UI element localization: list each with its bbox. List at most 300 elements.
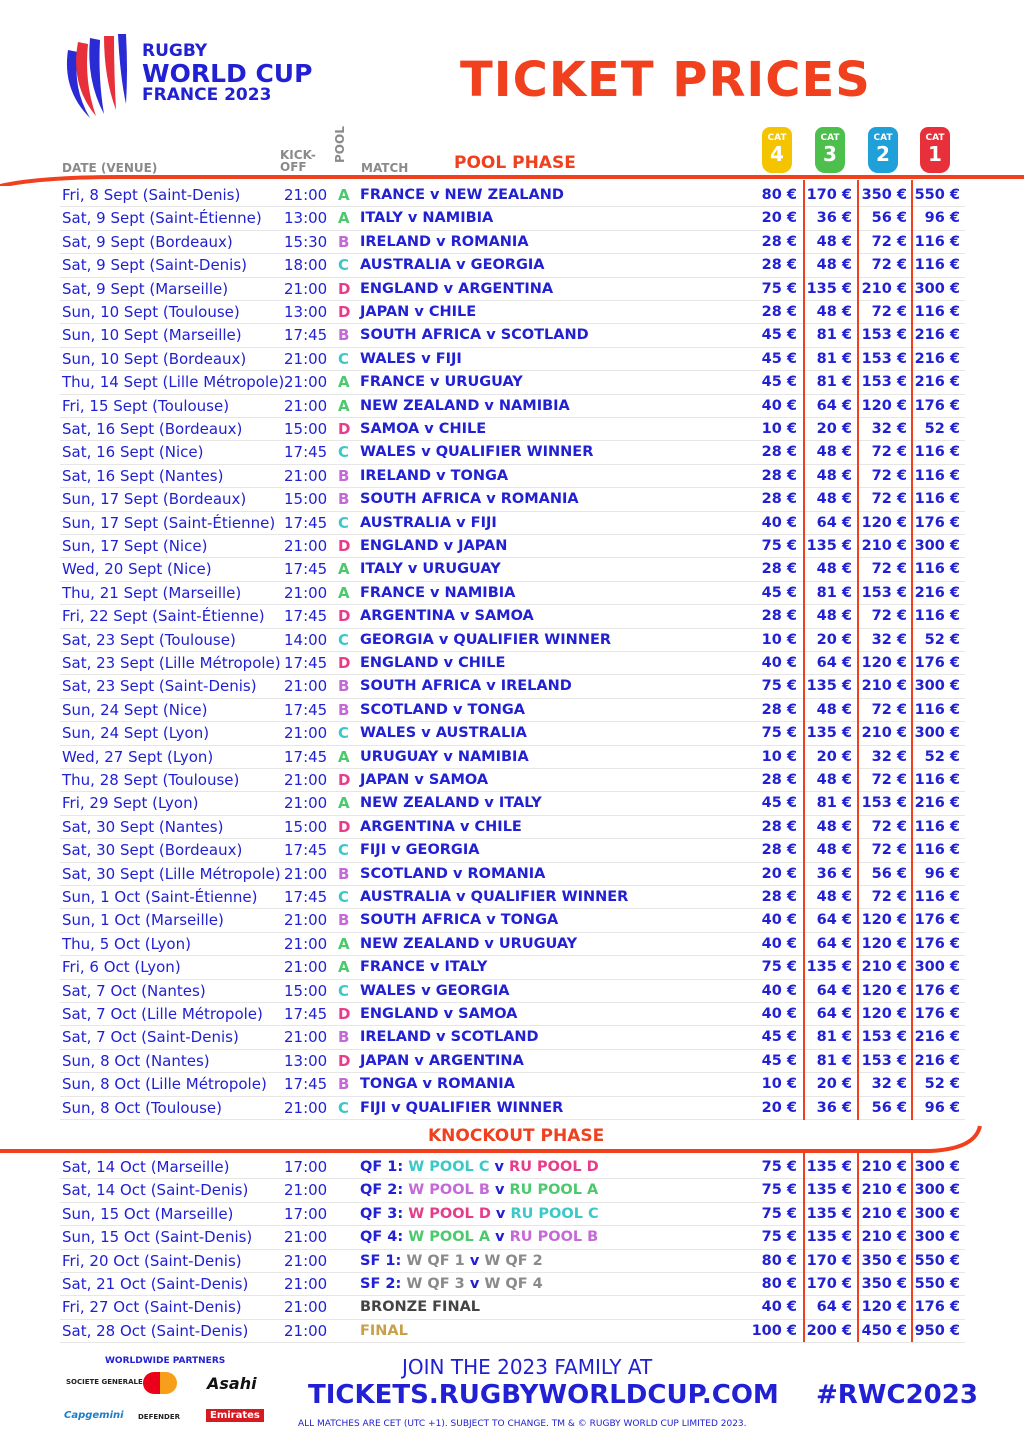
price-cat-2: 210 € (861, 1229, 907, 1246)
price-cat-3: 48 € (816, 444, 852, 461)
price-cat-2: 153 € (861, 327, 907, 344)
table-row (60, 558, 965, 581)
price-cat-2: 120 € (861, 514, 907, 531)
price-cat-1: 116 € (914, 233, 960, 250)
price-cat-1: 52 € (924, 421, 960, 437)
kickoff-time: 21:00 (284, 1098, 328, 1117)
price-cat-3: 20 € (816, 631, 852, 648)
match-date-venue: Fri, 22 Sept (Saint-Étienne) (62, 607, 265, 626)
table-row (60, 1050, 965, 1073)
match-date-venue: Fri, 8 Sept (Saint-Denis) (62, 186, 241, 204)
price-cat-4: 28 € (761, 772, 797, 788)
price-divider (857, 180, 859, 1120)
price-cat-4: 75 € (761, 538, 797, 554)
table-row (60, 535, 965, 558)
match-name: AUSTRALIA v FIJI (360, 514, 497, 531)
pool-letter: B (338, 232, 350, 251)
logo-line-2: WORLD CUP (142, 59, 313, 88)
price-cat-4: 28 € (761, 842, 797, 859)
price-cat-1: 216 € (914, 795, 960, 812)
price-cat-3: 135 € (806, 1159, 852, 1175)
price-cat-1: 216 € (914, 584, 960, 601)
price-cat-1: 550 € (914, 1276, 960, 1292)
pool-letter: C (338, 981, 350, 1000)
price-cat-1: 116 € (914, 608, 960, 625)
match-name: IRELAND v ROMANIA (360, 233, 529, 250)
pool-letter: C (338, 724, 350, 743)
price-cat-2: 153 € (861, 374, 907, 391)
table-row (60, 699, 965, 722)
price-cat-4: 28 € (761, 233, 797, 250)
price-cat-1: 52 € (924, 748, 960, 765)
price-cat-1: 176 € (914, 397, 960, 414)
match-name-part: W POOL D (408, 1205, 491, 1222)
price-cat-2: 72 € (871, 304, 907, 320)
price-cat-1: 176 € (914, 935, 960, 952)
match-name (360, 1179, 598, 1201)
kickoff-time: 13:00 (284, 209, 328, 228)
kickoff-time: 21:00 (284, 466, 328, 485)
price-cat-1: 300 € (914, 1182, 960, 1199)
price-cat-4: 10 € (761, 631, 797, 648)
table-row (60, 722, 965, 745)
price-cat-2: 350 € (861, 1276, 907, 1292)
pool-letter: D (338, 607, 351, 626)
match-date-venue: Thu, 5 Oct (Lyon) (62, 934, 191, 953)
price-divider (857, 1150, 859, 1342)
price-cat-1: 96 € (924, 1099, 960, 1116)
match-date-venue: Sun, 17 Sept (Bordeaux) (62, 490, 247, 509)
match-date-venue: Sat, 16 Sept (Bordeaux) (62, 420, 243, 438)
match-date-venue: Sun, 8 Oct (Lille Métropole) (62, 1075, 267, 1094)
table-row (60, 231, 965, 254)
match-date-venue: Sat, 16 Sept (Nantes) (62, 466, 224, 485)
price-cat-1: 216 € (914, 327, 960, 344)
price-cat-3: 48 € (816, 772, 852, 788)
kickoff-time: 21:00 (284, 1251, 328, 1270)
match-date-venue: Sat, 14 Oct (Marseille) (62, 1158, 230, 1176)
pool-letter: D (338, 817, 351, 836)
price-cat-3: 135 € (806, 678, 852, 695)
price-cat-3: 64 € (816, 1006, 852, 1022)
price-cat-4: 80 € (761, 1252, 797, 1269)
price-cat-2: 56 € (871, 865, 907, 882)
table-row (60, 207, 965, 230)
match-date-venue: Thu, 14 Sept (Lille Métropole) (62, 373, 285, 392)
price-cat-4: 20 € (761, 865, 797, 882)
price-cat-4: 40 € (761, 912, 797, 929)
price-cat-3: 81 € (816, 584, 852, 601)
price-cat-1: 116 € (914, 467, 960, 484)
kickoff-time: 21:00 (284, 1228, 328, 1247)
kickoff-time: 21:00 (284, 724, 328, 743)
table-row (60, 371, 965, 394)
category-badge-1 (920, 127, 950, 173)
table-row (60, 441, 965, 464)
price-cat-3: 48 € (816, 257, 852, 274)
price-cat-2: 72 € (871, 701, 907, 718)
price-cat-4: 100 € (751, 1322, 797, 1339)
price-cat-3: 170 € (806, 1276, 852, 1292)
pool-letter: C (338, 630, 350, 649)
price-cat-3: 81 € (816, 1052, 852, 1069)
price-cat-2: 120 € (861, 912, 907, 929)
table-row (60, 816, 965, 839)
price-cat-1: 216 € (914, 350, 960, 367)
kickoff-time: 21:00 (284, 677, 328, 696)
table-row (60, 629, 965, 652)
match-date-venue: Sun, 8 Oct (Toulouse) (62, 1098, 222, 1117)
match-name: FRANCE v ITALY (360, 959, 488, 976)
price-cat-1: 116 € (914, 842, 960, 859)
kickoff-time: 17:45 (284, 1075, 328, 1094)
match-date-venue: Wed, 20 Sept (Nice) (62, 560, 212, 579)
table-row (60, 980, 965, 1003)
price-cat-2: 72 € (871, 561, 907, 578)
pool-letter: C (338, 256, 350, 275)
table-row (60, 465, 965, 488)
price-cat-1: 52 € (924, 631, 960, 648)
price-cat-4: 75 € (761, 678, 797, 695)
header-date: DATE (VENUE) (62, 161, 158, 175)
price-cat-4: 45 € (761, 795, 797, 812)
price-cat-4: 80 € (761, 187, 797, 203)
table-row (60, 1026, 965, 1049)
price-cat-2: 32 € (871, 421, 907, 437)
price-cat-1: 116 € (914, 701, 960, 718)
match-date-venue: Sun, 17 Sept (Nice) (62, 537, 208, 555)
table-row (60, 1226, 965, 1249)
price-cat-1: 176 € (914, 1299, 960, 1316)
hashtag: #RWC2023 (816, 1380, 978, 1410)
price-cat-4: 28 € (761, 818, 797, 835)
kickoff-time: 21:00 (284, 1321, 328, 1340)
kickoff-time: 21:00 (284, 1298, 328, 1317)
match-name-part: W QF 1 (406, 1252, 465, 1269)
price-cat-1: 300 € (914, 959, 960, 976)
kickoff-time: 17:45 (284, 560, 328, 579)
kickoff-time: 21:00 (284, 1275, 328, 1293)
price-cat-4: 75 € (761, 1229, 797, 1246)
category-badge-label: CAT (767, 133, 787, 143)
price-cat-4: 28 € (761, 304, 797, 320)
price-cat-3: 200 € (806, 1322, 852, 1339)
pool-phase-heading: POOL PHASE (454, 153, 576, 173)
defender-logo: DEFENDER (138, 1413, 180, 1421)
price-cat-4: 28 € (761, 608, 797, 625)
price-cat-2: 72 € (871, 818, 907, 835)
kickoff-time: 21:00 (284, 864, 328, 883)
pool-letter: B (338, 466, 350, 485)
price-cat-2: 120 € (861, 655, 907, 671)
match-date-venue: Sat, 9 Sept (Saint-Étienne) (62, 209, 262, 228)
category-badge-number: 3 (823, 142, 837, 166)
pool-letter: D (338, 654, 351, 672)
table-row (60, 348, 965, 371)
table-row (60, 488, 965, 511)
price-cat-1: 550 € (914, 1252, 960, 1269)
table-row (60, 1203, 965, 1226)
match-name-part: RU POOL C (510, 1205, 599, 1222)
table-row (60, 512, 965, 535)
price-cat-2: 56 € (871, 1099, 907, 1116)
match-name-part: W QF 3 (406, 1276, 465, 1292)
match-name: IRELAND v TONGA (360, 467, 509, 484)
match-date-venue: Sat, 30 Sept (Lille Métropole) (62, 864, 281, 883)
match-date-venue: Fri, 6 Oct (Lyon) (62, 958, 181, 977)
price-cat-3: 20 € (816, 421, 852, 437)
table-row (60, 933, 965, 956)
price-divider (803, 1150, 805, 1342)
kickoff-time: 17:45 (284, 513, 328, 532)
match-name: FIJI v GEORGIA (360, 842, 480, 859)
pool-letter: B (338, 1075, 350, 1094)
match-name-part: v (464, 1276, 485, 1292)
match-name-part: QF 3: (360, 1205, 409, 1222)
price-cat-4: 75 € (761, 1159, 797, 1175)
table-row (60, 254, 965, 277)
price-cat-1: 950 € (914, 1322, 960, 1339)
match-date-venue: Sun, 15 Oct (Marseille) (62, 1204, 234, 1223)
match-name-part: RU POOL B (509, 1229, 599, 1246)
match-date-venue: Sat, 23 Sept (Saint-Denis) (62, 677, 257, 696)
match-name-part: SF 1: (360, 1252, 407, 1269)
category-badge-number: 2 (876, 142, 890, 166)
price-cat-1: 116 € (914, 444, 960, 461)
table-row (60, 769, 965, 792)
price-cat-3: 170 € (806, 1252, 852, 1269)
price-cat-3: 64 € (816, 1299, 852, 1316)
match-name-part: QF 4: (360, 1229, 409, 1246)
price-cat-4: 28 € (761, 491, 797, 508)
knockout-phase-heading: KNOCKOUT PHASE (428, 1126, 605, 1146)
match-name: SOUTH AFRICA v TONGA (360, 912, 559, 929)
price-cat-2: 210 € (861, 1182, 907, 1199)
price-cat-3: 81 € (816, 374, 852, 391)
match-date-venue: Wed, 27 Sept (Lyon) (62, 747, 214, 766)
category-badge-number: 4 (770, 142, 784, 166)
match-name: WALES v GEORGIA (360, 982, 510, 999)
match-date-venue: Sun, 24 Sept (Nice) (62, 700, 208, 719)
price-cat-3: 48 € (816, 233, 852, 250)
rwc-logo-text (142, 43, 312, 104)
table-row (60, 956, 965, 979)
kickoff-time: 17:45 (284, 888, 328, 906)
price-cat-3: 81 € (816, 327, 852, 344)
price-cat-4: 20 € (761, 1099, 797, 1116)
price-cat-2: 153 € (861, 795, 907, 812)
price-cat-1: 550 € (914, 187, 960, 203)
match-name: SOUTH AFRICA v ROMANIA (360, 491, 579, 508)
price-cat-4: 40 € (761, 935, 797, 952)
table-row (60, 324, 965, 347)
price-cat-2: 32 € (871, 748, 907, 765)
pool-letter: C (338, 349, 350, 368)
table-row (60, 1179, 965, 1202)
match-date-venue: Sun, 10 Sept (Bordeaux) (62, 349, 247, 368)
kickoff-time: 15:00 (284, 420, 328, 438)
match-name-part: W QF 2 (484, 1252, 543, 1269)
match-name-part: BRONZE FINAL (360, 1299, 481, 1316)
table-row (60, 1156, 965, 1179)
table-row (60, 1273, 965, 1296)
match-name: SOUTH AFRICA v IRELAND (360, 678, 572, 695)
price-divider (911, 1150, 913, 1342)
match-name: ITALY v NAMIBIA (360, 210, 494, 227)
kickoff-time: 13:00 (284, 1051, 328, 1070)
pool-letter: A (338, 747, 350, 766)
match-date-venue: Sun, 8 Oct (Nantes) (62, 1051, 210, 1070)
kickoff-time: 15:00 (284, 981, 328, 1000)
price-divider (911, 180, 913, 1120)
table-row (60, 605, 965, 628)
table-row (60, 652, 965, 675)
table-row (60, 1320, 965, 1343)
price-cat-3: 20 € (816, 748, 852, 765)
match-date-venue: Thu, 28 Sept (Toulouse) (62, 771, 240, 789)
header-kickoff-line1: KICK- (280, 148, 316, 162)
price-cat-3: 64 € (816, 912, 852, 929)
match-name (360, 1156, 599, 1178)
price-cat-4: 40 € (761, 514, 797, 531)
price-cat-2: 210 € (861, 959, 907, 976)
price-cat-2: 72 € (871, 491, 907, 508)
mastercard-logo-icon (143, 1372, 177, 1394)
match-name-part: v (490, 1229, 510, 1246)
match-name: NEW ZEALAND v NAMIBIA (360, 397, 570, 414)
match-name-part: QF 2: (360, 1182, 409, 1199)
price-cat-4: 75 € (761, 959, 797, 976)
pool-letter: B (338, 326, 350, 345)
pool-letter: B (338, 911, 350, 930)
tickets-website-link[interactable]: TICKETS.RUGBYWORLDCUP.COM (308, 1380, 779, 1410)
kickoff-time: 21:00 (284, 958, 328, 977)
match-name-part: v (489, 1159, 510, 1175)
kickoff-time: 21:00 (284, 279, 328, 298)
price-cat-1: 176 € (914, 912, 960, 929)
pool-letter: D (338, 537, 351, 555)
logo-line-1: RUGBY (142, 41, 208, 61)
match-name-part: SF 2: (360, 1276, 407, 1292)
kickoff-time: 18:00 (284, 256, 328, 275)
category-badge-2 (868, 127, 898, 173)
kickoff-time: 21:00 (284, 396, 328, 415)
table-row (60, 278, 965, 301)
price-cat-1: 300 € (914, 1159, 960, 1175)
price-cat-4: 75 € (761, 1182, 797, 1199)
price-cat-2: 210 € (861, 725, 907, 742)
price-cat-1: 116 € (914, 491, 960, 508)
price-cat-4: 45 € (761, 1029, 797, 1046)
match-name: WALES v FIJI (360, 350, 462, 367)
price-cat-4: 40 € (761, 397, 797, 414)
pool-letter: B (338, 864, 350, 883)
price-cat-2: 153 € (861, 584, 907, 601)
price-cat-1: 300 € (914, 678, 960, 695)
pool-letter: C (338, 1098, 350, 1117)
price-cat-4: 10 € (761, 748, 797, 765)
price-cat-2: 56 € (871, 210, 907, 227)
kickoff-time: 15:00 (284, 490, 328, 509)
join-text: JOIN THE 2023 FAMILY AT (402, 1355, 653, 1379)
price-cat-3: 36 € (816, 210, 852, 227)
price-cat-2: 32 € (871, 631, 907, 648)
match-date-venue: Sat, 9 Sept (Marseille) (62, 279, 229, 298)
price-cat-2: 120 € (861, 1299, 907, 1316)
match-date-venue: Fri, 29 Sept (Lyon) (62, 794, 199, 813)
price-cat-1: 176 € (914, 655, 960, 671)
match-date-venue: Sat, 23 Sept (Toulouse) (62, 630, 236, 649)
kickoff-time: 21:00 (284, 349, 328, 368)
price-cat-4: 40 € (761, 655, 797, 671)
header-kickoff-line2: OFF (280, 160, 307, 174)
match-name (360, 1250, 543, 1272)
price-cat-1: 216 € (914, 1029, 960, 1046)
match-date-venue: Sat, 14 Oct (Saint-Denis) (62, 1181, 249, 1200)
logo-line-3: FRANCE 2023 (142, 85, 272, 105)
price-cat-2: 72 € (871, 608, 907, 625)
price-cat-4: 10 € (761, 1076, 797, 1093)
societe-generale-logo: SOCIETE GENERALE (66, 1378, 143, 1386)
table-row (60, 909, 965, 932)
pool-letter: C (338, 513, 350, 532)
match-name-part: FINAL (360, 1322, 408, 1339)
match-name (360, 1296, 480, 1318)
kickoff-time: 21:00 (284, 794, 328, 813)
page-title: TICKET PRICES (460, 52, 871, 108)
table-row (60, 675, 965, 698)
price-cat-3: 48 € (816, 818, 852, 835)
price-cat-3: 20 € (816, 1076, 852, 1093)
match-name: IRELAND v SCOTLAND (360, 1029, 539, 1046)
price-cat-3: 170 € (806, 187, 852, 203)
category-badge-label: CAT (820, 133, 840, 143)
kickoff-time: 21:00 (284, 934, 328, 953)
match-date-venue: Sat, 30 Sept (Bordeaux) (62, 841, 243, 860)
table-row (60, 1296, 965, 1319)
match-name: SOUTH AFRICA v SCOTLAND (360, 327, 589, 344)
price-cat-1: 300 € (914, 538, 960, 554)
price-cat-2: 210 € (861, 538, 907, 554)
match-date-venue: Sat, 30 Sept (Nantes) (62, 817, 224, 836)
pool-letter: A (338, 186, 350, 204)
price-cat-3: 48 € (816, 304, 852, 320)
category-badge-label: CAT (873, 133, 893, 143)
price-cat-1: 216 € (914, 1052, 960, 1069)
pool-letter: C (338, 841, 350, 860)
table-row (60, 1097, 965, 1120)
kickoff-time: 21:00 (284, 583, 328, 602)
price-cat-1: 216 € (914, 374, 960, 391)
table-row (60, 395, 965, 418)
kickoff-time: 21:00 (284, 1028, 328, 1047)
capgemini-logo: Capgemini (64, 1410, 124, 1421)
table-row (60, 886, 965, 909)
pool-letter: B (338, 490, 350, 509)
pool-letter: B (338, 1028, 350, 1047)
price-cat-1: 116 € (914, 304, 960, 320)
price-cat-3: 135 € (806, 1229, 852, 1246)
table-row (60, 1250, 965, 1273)
match-date-venue: Fri, 20 Oct (Saint-Denis) (62, 1251, 242, 1270)
price-cat-2: 350 € (861, 187, 907, 203)
pool-letter: A (338, 560, 350, 579)
price-cat-3: 48 € (816, 561, 852, 578)
price-cat-2: 210 € (861, 678, 907, 695)
match-date-venue: Sat, 7 Oct (Lille Métropole) (62, 1005, 263, 1023)
price-cat-4: 45 € (761, 1052, 797, 1069)
match-name: JAPAN v ARGENTINA (360, 1052, 524, 1069)
